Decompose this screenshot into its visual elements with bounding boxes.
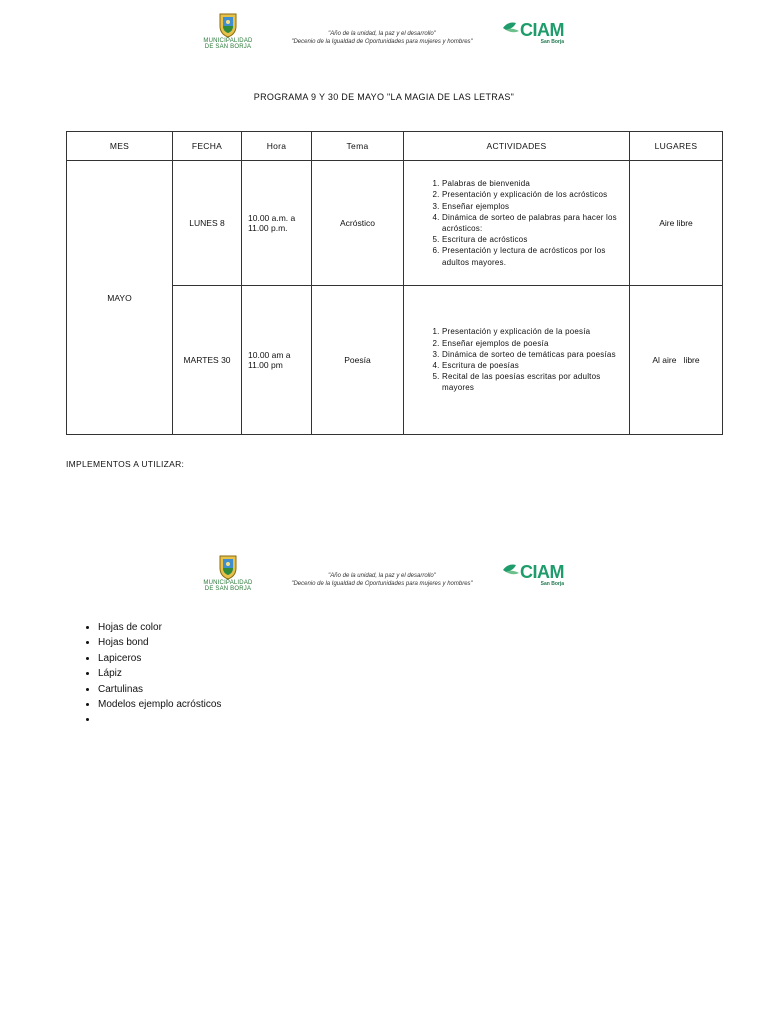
program-table [66, 131, 723, 435]
list-item: • Lápiz [98, 666, 221, 681]
activities-list [406, 326, 625, 393]
ciam-label: CIAM [520, 20, 564, 40]
mottos [262, 572, 502, 588]
ciam-logo [502, 20, 572, 45]
implements-heading: IMPLEMENTOS A UTILIZAR: [66, 459, 185, 469]
activity-item: 1. Presentación y explicación de la poesía [442, 326, 625, 337]
header-actividades: ACTIVIDADES [404, 132, 630, 161]
document-title: PROGRAMA 9 Y 30 DE MAYO "LA MAGIA DE LAS LETRAS" [253, 92, 515, 102]
header-hora: Hora [242, 132, 312, 161]
municipality-line-2: DE SAN BORJA [204, 586, 252, 592]
page-header [0, 554, 768, 604]
ciam-leaf-icon [502, 21, 520, 40]
hora-cell: 10.00 am a 11.00 pm [242, 286, 312, 435]
ciam-leaf-icon [502, 563, 520, 582]
list-item: • Hojas de color [98, 620, 221, 635]
lugar-cell: Al aire libre [630, 286, 723, 435]
ciam-sublabel: San Borja [540, 581, 564, 587]
activity-item: 4. Dinámica de sorteo de palabras para hacer los acrósticos: [442, 212, 625, 234]
list-item: • Hojas bond [98, 635, 221, 650]
header-fecha: FECHA [173, 132, 242, 161]
hora-cell: 10.00 a.m. a 11.00 p.m. [242, 161, 312, 286]
tema-cell: Acróstico [312, 161, 404, 286]
activity-item: 5. Escritura de acrósticos [442, 234, 625, 245]
activity-item: 2. Presentación y explicación de los acrósticos [442, 189, 625, 200]
ciam-label: CIAM [520, 562, 564, 582]
list-item: • Modelos ejemplo acrósticos [98, 697, 221, 712]
activity-item: 2. Enseñar ejemplos de poesía [442, 338, 625, 349]
header-tema: Tema [312, 132, 404, 161]
activity-item: 6. Presentación y lectura de acrósticos por los adultos mayores. [442, 245, 625, 267]
motto-line-2: "Decenio de la Igualdad de Oportunidades para mujeres y hombres" [291, 39, 473, 45]
page-header [0, 12, 768, 62]
activity-item: 3. Enseñar ejemplos [442, 201, 625, 212]
municipality-line-1: MUNICIPALIDAD [203, 38, 253, 44]
motto-line-1: "Año de la unidad, la paz y el desarrollo" [328, 573, 436, 579]
activities-list [406, 178, 625, 268]
fecha-cell: MARTES 30 [173, 286, 242, 435]
ciam-sublabel: San Borja [540, 39, 564, 45]
lugar-cell: Aire libre [630, 161, 723, 286]
activities-cell [404, 286, 630, 435]
municipality-logo [200, 554, 256, 592]
municipality-name [200, 580, 256, 592]
supplies-list [64, 620, 221, 728]
header-lugares: LUGARES [630, 132, 723, 161]
municipality-logo [200, 12, 256, 50]
municipality-line-2: DE SAN BORJA [204, 44, 252, 50]
tema-cell: Poesía [312, 286, 404, 435]
ciam-logo [502, 562, 572, 587]
municipality-line-1: MUNICIPALIDAD [203, 580, 253, 586]
activity-item: 4. Escritura de poesías [442, 360, 625, 371]
municipality-name [200, 38, 256, 50]
header-mes: MES [67, 132, 173, 161]
municipal-shield-icon [217, 554, 239, 580]
activity-item: 5. Recital de las poesías escritas por adultos mayores [442, 371, 625, 393]
activity-item: 1. Palabras de bienvenida [442, 178, 625, 189]
month-cell: MAYO [67, 161, 173, 435]
mottos [262, 30, 502, 46]
activity-item: 3. Dinámica de sorteo de temáticas para poesías [442, 349, 625, 360]
motto-line-2: "Decenio de la Igualdad de Oportunidades para mujeres y hombres" [291, 581, 473, 587]
table-header-row [67, 132, 723, 161]
list-item: • Cartulinas [98, 682, 221, 697]
table-row [67, 161, 723, 286]
activities-cell [404, 161, 630, 286]
motto-line-1: "Año de la unidad, la paz y el desarrollo" [328, 31, 436, 37]
fecha-cell: LUNES 8 [173, 161, 242, 286]
list-item [98, 712, 221, 727]
municipal-shield-icon [217, 12, 239, 38]
list-item: • Lapiceros [98, 651, 221, 666]
